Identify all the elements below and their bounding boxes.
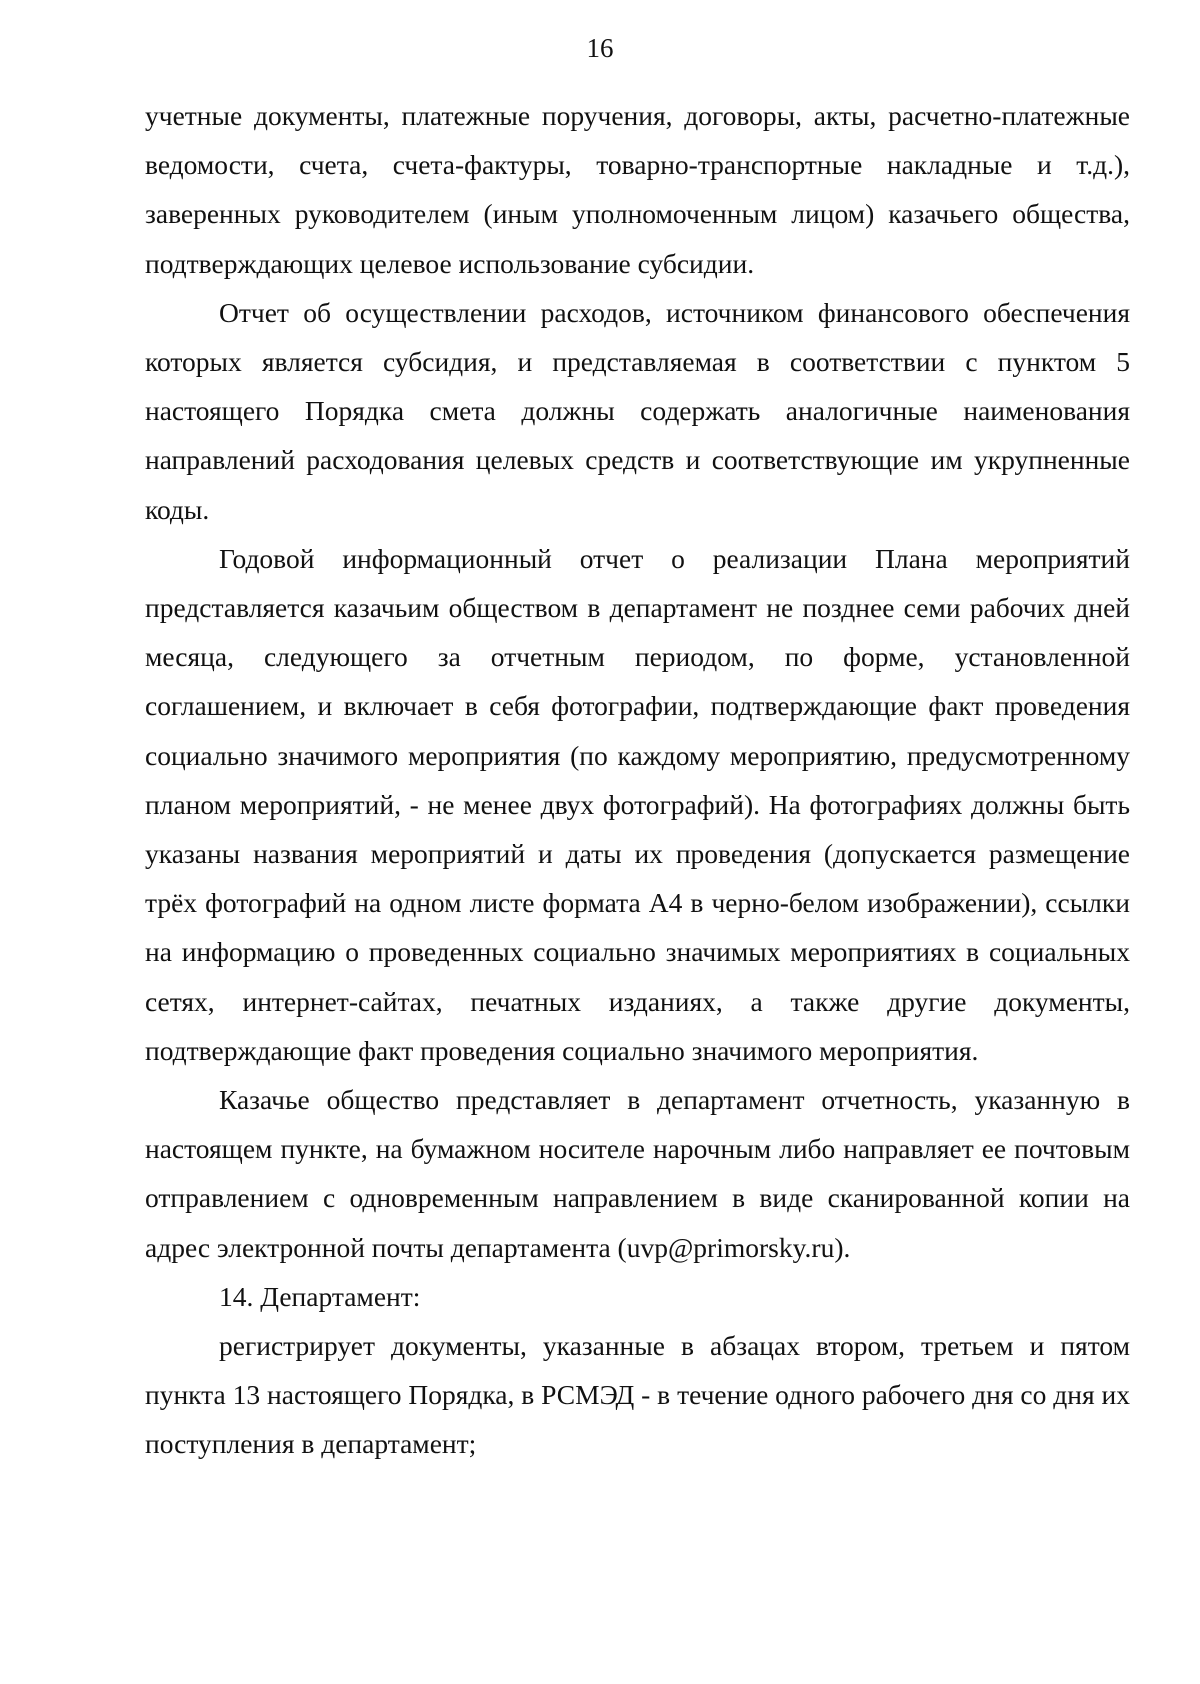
paragraph-continuation: учетные документы, платежные поручения, договоры, акты, расчетно-платежные ведомости, счета, счета-фактуры, товарно-транспортные накладные и т.д.), заверенных руководителем (иным уполномоченным лицом) казачьего общества, подтверждающих целевое использование субсидии. <box>145 100 1130 279</box>
paragraph-registration: регистрирует документы, указанные в абзацах втором, третьем и пятом пункта 13 настоящего Порядка, в РСМЭД - в течение одного рабочего дня со дня их поступления в департамент; <box>145 1330 1130 1460</box>
paragraph-expense-report: Отчет об осуществлении расходов, источником финансового обеспечения которых является субсидия, и представляемая в соответствии с пунктом 5 настоящего Порядка смета должны содержать аналогичные наименования направлений расходования целевых средств и соответствующие им укрупненные коды. <box>145 296 1130 525</box>
paragraph-submission: Казачье общество представляет в департамент отчетность, указанную в настоящем пункте, на бумажном носителе нарочным либо направляет ее почтовым отправлением с одновременным направлением в виде сканированной копии на адрес электронной почты департамента (uvp@primorsky.ru). <box>145 1084 1130 1263</box>
paragraph-annual-report: Годовой информационный отчет о реализации Плана мероприятий представляется казачьим обществом в департамент не позднее семи рабочих дней месяца, следующего за отчетным периодом, по форме, установленной соглашением, и включает в себя фотографии, подтверждающие факт проведения социально значимого мероприятия (по каждому мероприятию, предусмотренному планом мероприятий, - не менее двух фотографий). На фотографиях должны быть указаны названия мероприятий и даты их проведения (допускается размещение трёх фотографий на одном листе формата А4 в черно-белом изображении), ссылки на информацию о проведенных социально значимых мероприятиях в социальных сетях, интернет-сайтах, печатных изданиях, а также другие документы, подтверждающие факт проведения социально значимого мероприятия. <box>145 542 1130 1066</box>
section-heading-14: 14. Департамент: <box>219 1280 421 1312</box>
document-body <box>145 91 1130 1469</box>
page-number: 16 <box>586 33 614 63</box>
